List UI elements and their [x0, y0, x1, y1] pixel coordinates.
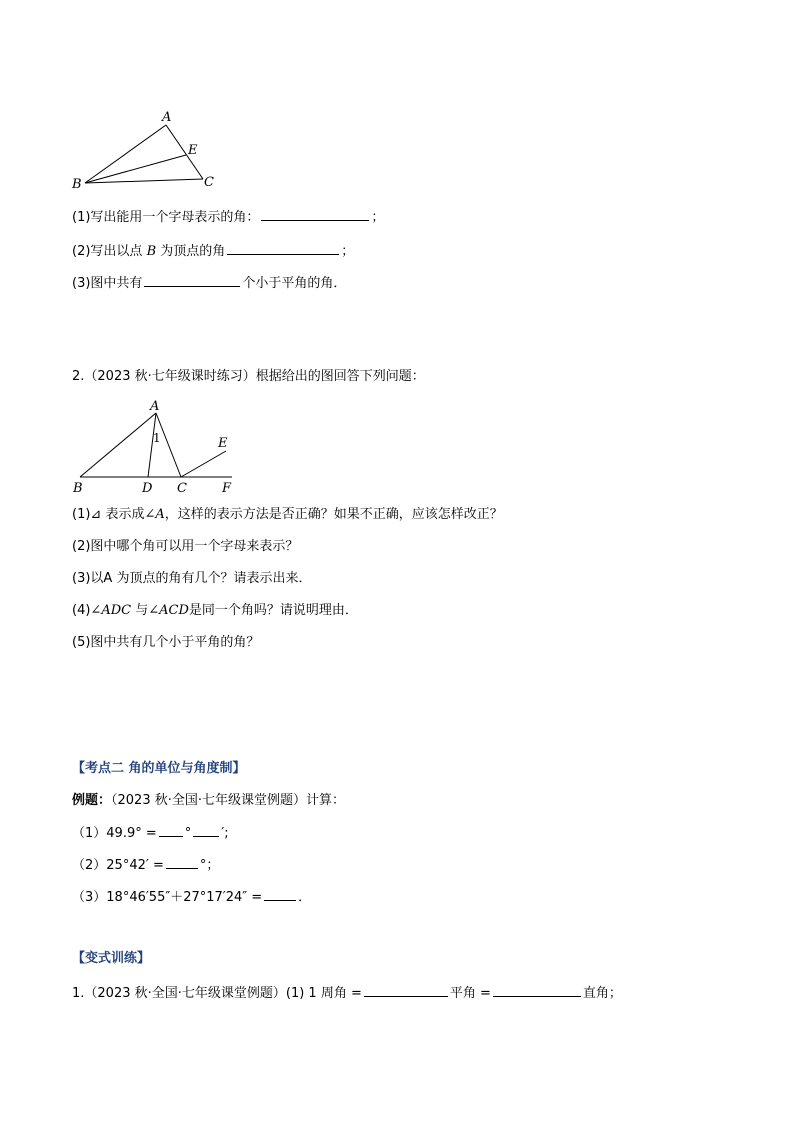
label-e: E [218, 436, 228, 451]
example-part2 [72, 856, 219, 875]
q2-part4-rest: 是同一个角吗？请说明理由． [188, 603, 358, 618]
q2-part4-num: (4) [72, 603, 91, 618]
q2-part3: (3)以A 为顶点的角有几个？请表示出来． [72, 571, 312, 586]
example-part3-text: （3）18°46′55″＋27°17′24″ = [72, 890, 263, 905]
label-c: C [204, 175, 214, 190]
angle-adc: ∠ADC [90, 603, 132, 618]
segment-ac [156, 413, 181, 477]
degree-sign: ° [184, 826, 192, 841]
figure-angles-bcf [60, 395, 250, 495]
q2-part1-num: (1) [72, 507, 91, 522]
variant-q1-mid: 平角 = [449, 986, 491, 1001]
segment-ad [148, 413, 156, 477]
label-f: F [222, 481, 232, 495]
label-b: B [73, 481, 83, 495]
q2-part5: (5)图中共有几个小于平角的角？ [72, 635, 260, 650]
q1-part3 [72, 274, 346, 293]
label-a: A [150, 399, 160, 414]
example-line [72, 792, 345, 810]
segment-ba [85, 125, 166, 183]
answer-blank[interactable] [493, 984, 581, 997]
answer-blank[interactable] [193, 824, 219, 837]
q1-part2-text: (2)写出以点 [72, 244, 147, 259]
example-part1 [72, 824, 229, 843]
variant-q1-text: 1.（2023 秋·全国·七年级课堂例题）(1) 1 周角 = [72, 986, 362, 1001]
label-c: C [177, 481, 187, 495]
segment-be [85, 155, 186, 183]
answer-blank[interactable] [166, 856, 198, 869]
q1-part1-suffix: ； [371, 210, 385, 225]
segment-ba [80, 413, 156, 477]
section-heading-variant-training: 【变式训练】 [72, 951, 151, 966]
answer-blank[interactable] [364, 984, 448, 997]
q1-part2 [72, 242, 354, 261]
variant-q1-suffix: 直角； [582, 986, 622, 1001]
variant-q1 [72, 984, 622, 1003]
example-part1-text: （1）49.9° = [72, 826, 157, 841]
q2-part1-text: 表示成 [101, 507, 145, 522]
label-a: A [162, 110, 172, 125]
q1-part2-mid: 为顶点的角 [156, 244, 226, 259]
label-d: D [142, 481, 153, 495]
q1-part3-suffix: 个小于平角的角． [242, 276, 347, 291]
q2-title: 2.（2023 秋·七年级课时练习）根据给出的图回答下列问题： [72, 369, 425, 384]
example-part3-suffix: ． [298, 890, 312, 905]
q2-part1 [72, 506, 503, 524]
angle-a: ∠A [144, 507, 165, 522]
example-text: （2023 秋·全国·七年级课堂例题）计算： [111, 793, 345, 808]
angle-symbol: ⊿ [90, 507, 102, 522]
segment-bc [85, 179, 203, 183]
example-part2-text: （2）25°42′ = [72, 858, 164, 873]
example-part2-suffix: °； [199, 858, 220, 873]
minute-sign: ′; [221, 826, 229, 841]
point-b: B [146, 244, 157, 259]
label-one: 1 [153, 431, 161, 445]
label-b: B [72, 177, 82, 192]
q1-part1 [72, 208, 384, 227]
q1-part2-suffix: ； [341, 244, 355, 259]
section-heading-angle-units: 【考点二 角的单位与角度制】 [72, 761, 246, 776]
figure-triangle-abe [60, 105, 230, 200]
label-e: E [188, 143, 198, 158]
q2-part4-text: 与 [131, 603, 149, 618]
example-part3 [72, 888, 311, 907]
q2-part1-rest: ，这样的表示方法是否正确？如果不正确，应该怎样改正？ [164, 507, 503, 522]
q2-part4 [72, 602, 358, 620]
answer-blank[interactable] [144, 274, 240, 287]
answer-blank[interactable] [264, 888, 296, 901]
q1-part3-text: (3)图中共有 [72, 276, 143, 291]
answer-blank[interactable] [227, 242, 339, 255]
q2-part2: (2)图中哪个角可以用一个字母来表示？ [72, 539, 299, 554]
example-label: 例题： [72, 793, 112, 808]
angle-acd: ∠ACD [148, 603, 189, 618]
q1-part1-text: (1)写出能用一个字母表示的角： [72, 210, 260, 225]
answer-blank[interactable] [261, 208, 369, 221]
answer-blank[interactable] [159, 824, 183, 837]
segment-ce [181, 451, 226, 477]
